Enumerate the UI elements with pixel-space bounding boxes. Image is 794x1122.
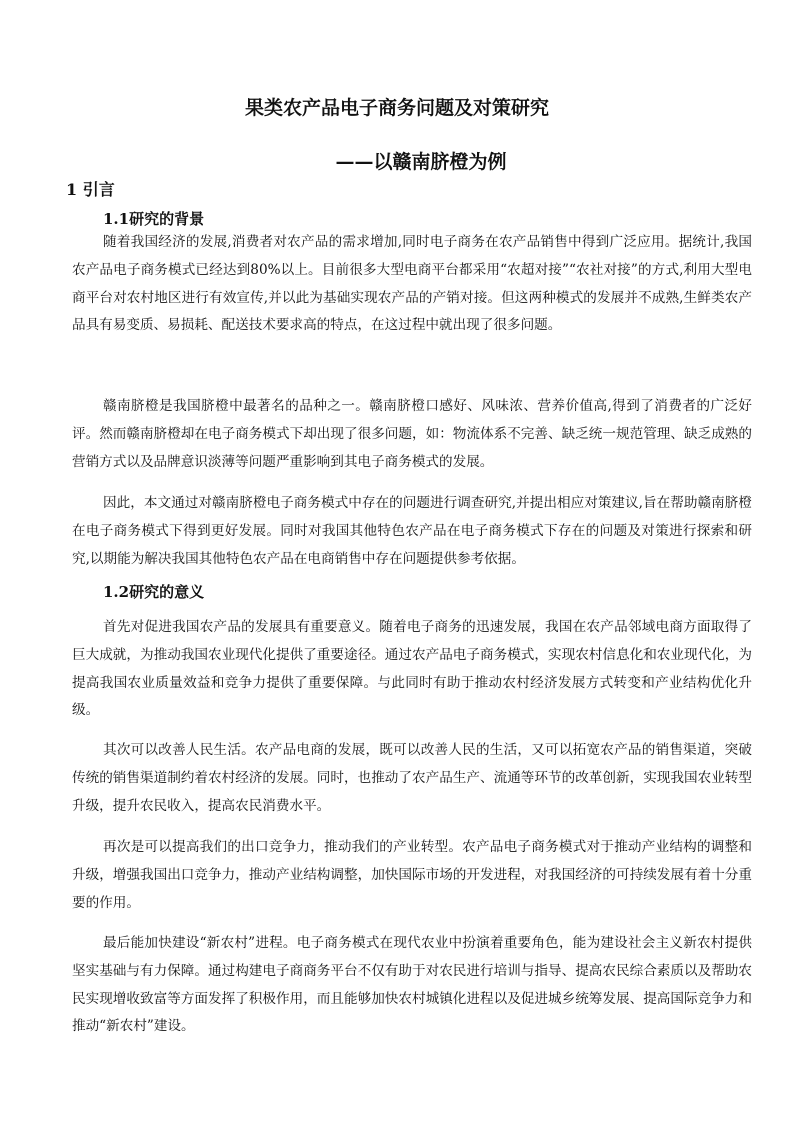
subsection-heading-background: 1.1研究的背景 bbox=[103, 210, 205, 228]
significance-paragraph-3: 再次是可以提高我们的出口竞争力，推动我们的产业转型。农产品电子商务模式对于推动产业结构的调整和升级，增强我国出口竞争力，推动产业结构调整，加快国际市场的开发进程，对我国经济的可持续发展有着十分重要的作用。 bbox=[72, 839, 752, 911]
background-paragraph-1: 随着我国经济的发展,消费者对农产品的需求增加,同时电子商务在农产品销售中得到广泛应用。据统计,我国农产品电子商务模式已经达到80%以上。目前很多大型电商平台都采用“农超对接”“农社对接”的方式,利用大型电商平台对农村地区进行有效宣传,并以此为基础实现农产品的产销对接。但这两种模式的发展并不成熟,生鲜类农产品具有易变质、易损耗、配送技术要求高的特点，在这过程中就出现了很多问题。 bbox=[72, 234, 752, 334]
document-title: 果类农产品电子商务问题及对策研究 bbox=[244, 97, 549, 119]
significance-paragraph-1: 首先对促进我国农产品的发展具有重要意义。随着电子商务的迅速发展，我国在农产品邻域电商方面取得了巨大成就，为推动我国农业现代化提供了重要途径。通过农产品电子商务模式，实现农村信息化和农业现代化，为提高我国农业质量效益和竞争力提供了重要保障。与此同时有助于推动农村经济发展方式转变和产业结构优化升级。 bbox=[72, 619, 752, 719]
document-subtitle: ——以赣南脐橙为例 bbox=[335, 151, 507, 173]
background-paragraph-3: 因此，本文通过对赣南脐橙电子商务模式中存在的问题进行调查研究,并提出相应对策建议,旨在帮助赣南脐橙在电子商务模式下得到更好发展。同时对我国其他特色农产品在电子商务模式下存在的问题及对策进行探索和研究,以期能为解决我国其他特色农产品在电商销售中存在问题提供参考依据。 bbox=[72, 495, 752, 567]
section-heading-introduction: 1 引言 bbox=[66, 180, 115, 199]
background-paragraph-2: 赣南脐橙是我国脐橙中最著名的品种之一。赣南脐橙口感好、风味浓、营养价值高,得到了消费者的广泛好评。然而赣南脐橙却在电子商务模式下却出现了很多问题，如：物流体系不完善、缺乏统一规范管理、缺乏成熟的营销方式以及品牌意识淡薄等问题严重影响到其电子商务模式的发展。 bbox=[72, 398, 752, 470]
significance-paragraph-4: 最后能加快建设“新农村”进程。电子商务模式在现代农业中扮演着重要角色，能为建设社会主义新农村提供坚实基础与有力保障。通过构建电子商商务平台不仅有助于对农民进行培训与指导、提高农民综合素质以及帮助农民实现增收致富等方面发挥了积极作用，而且能够加快农村城镇化进程以及促进城乡统筹发展、提高国际竞争力和推动“新农村”建设。 bbox=[72, 935, 752, 1035]
significance-paragraph-2: 其次可以改善人民生活。农产品电商的发展，既可以改善人民的生活，又可以拓宽农产品的销售渠道，突破传统的销售渠道制约着农村经济的发展。同时，也推动了农产品生产、流通等环节的改革创新，实现我国农业转型升级，提升农民收入，提高农民消费水平。 bbox=[72, 742, 752, 814]
subsection-heading-significance: 1.2研究的意义 bbox=[103, 583, 205, 601]
